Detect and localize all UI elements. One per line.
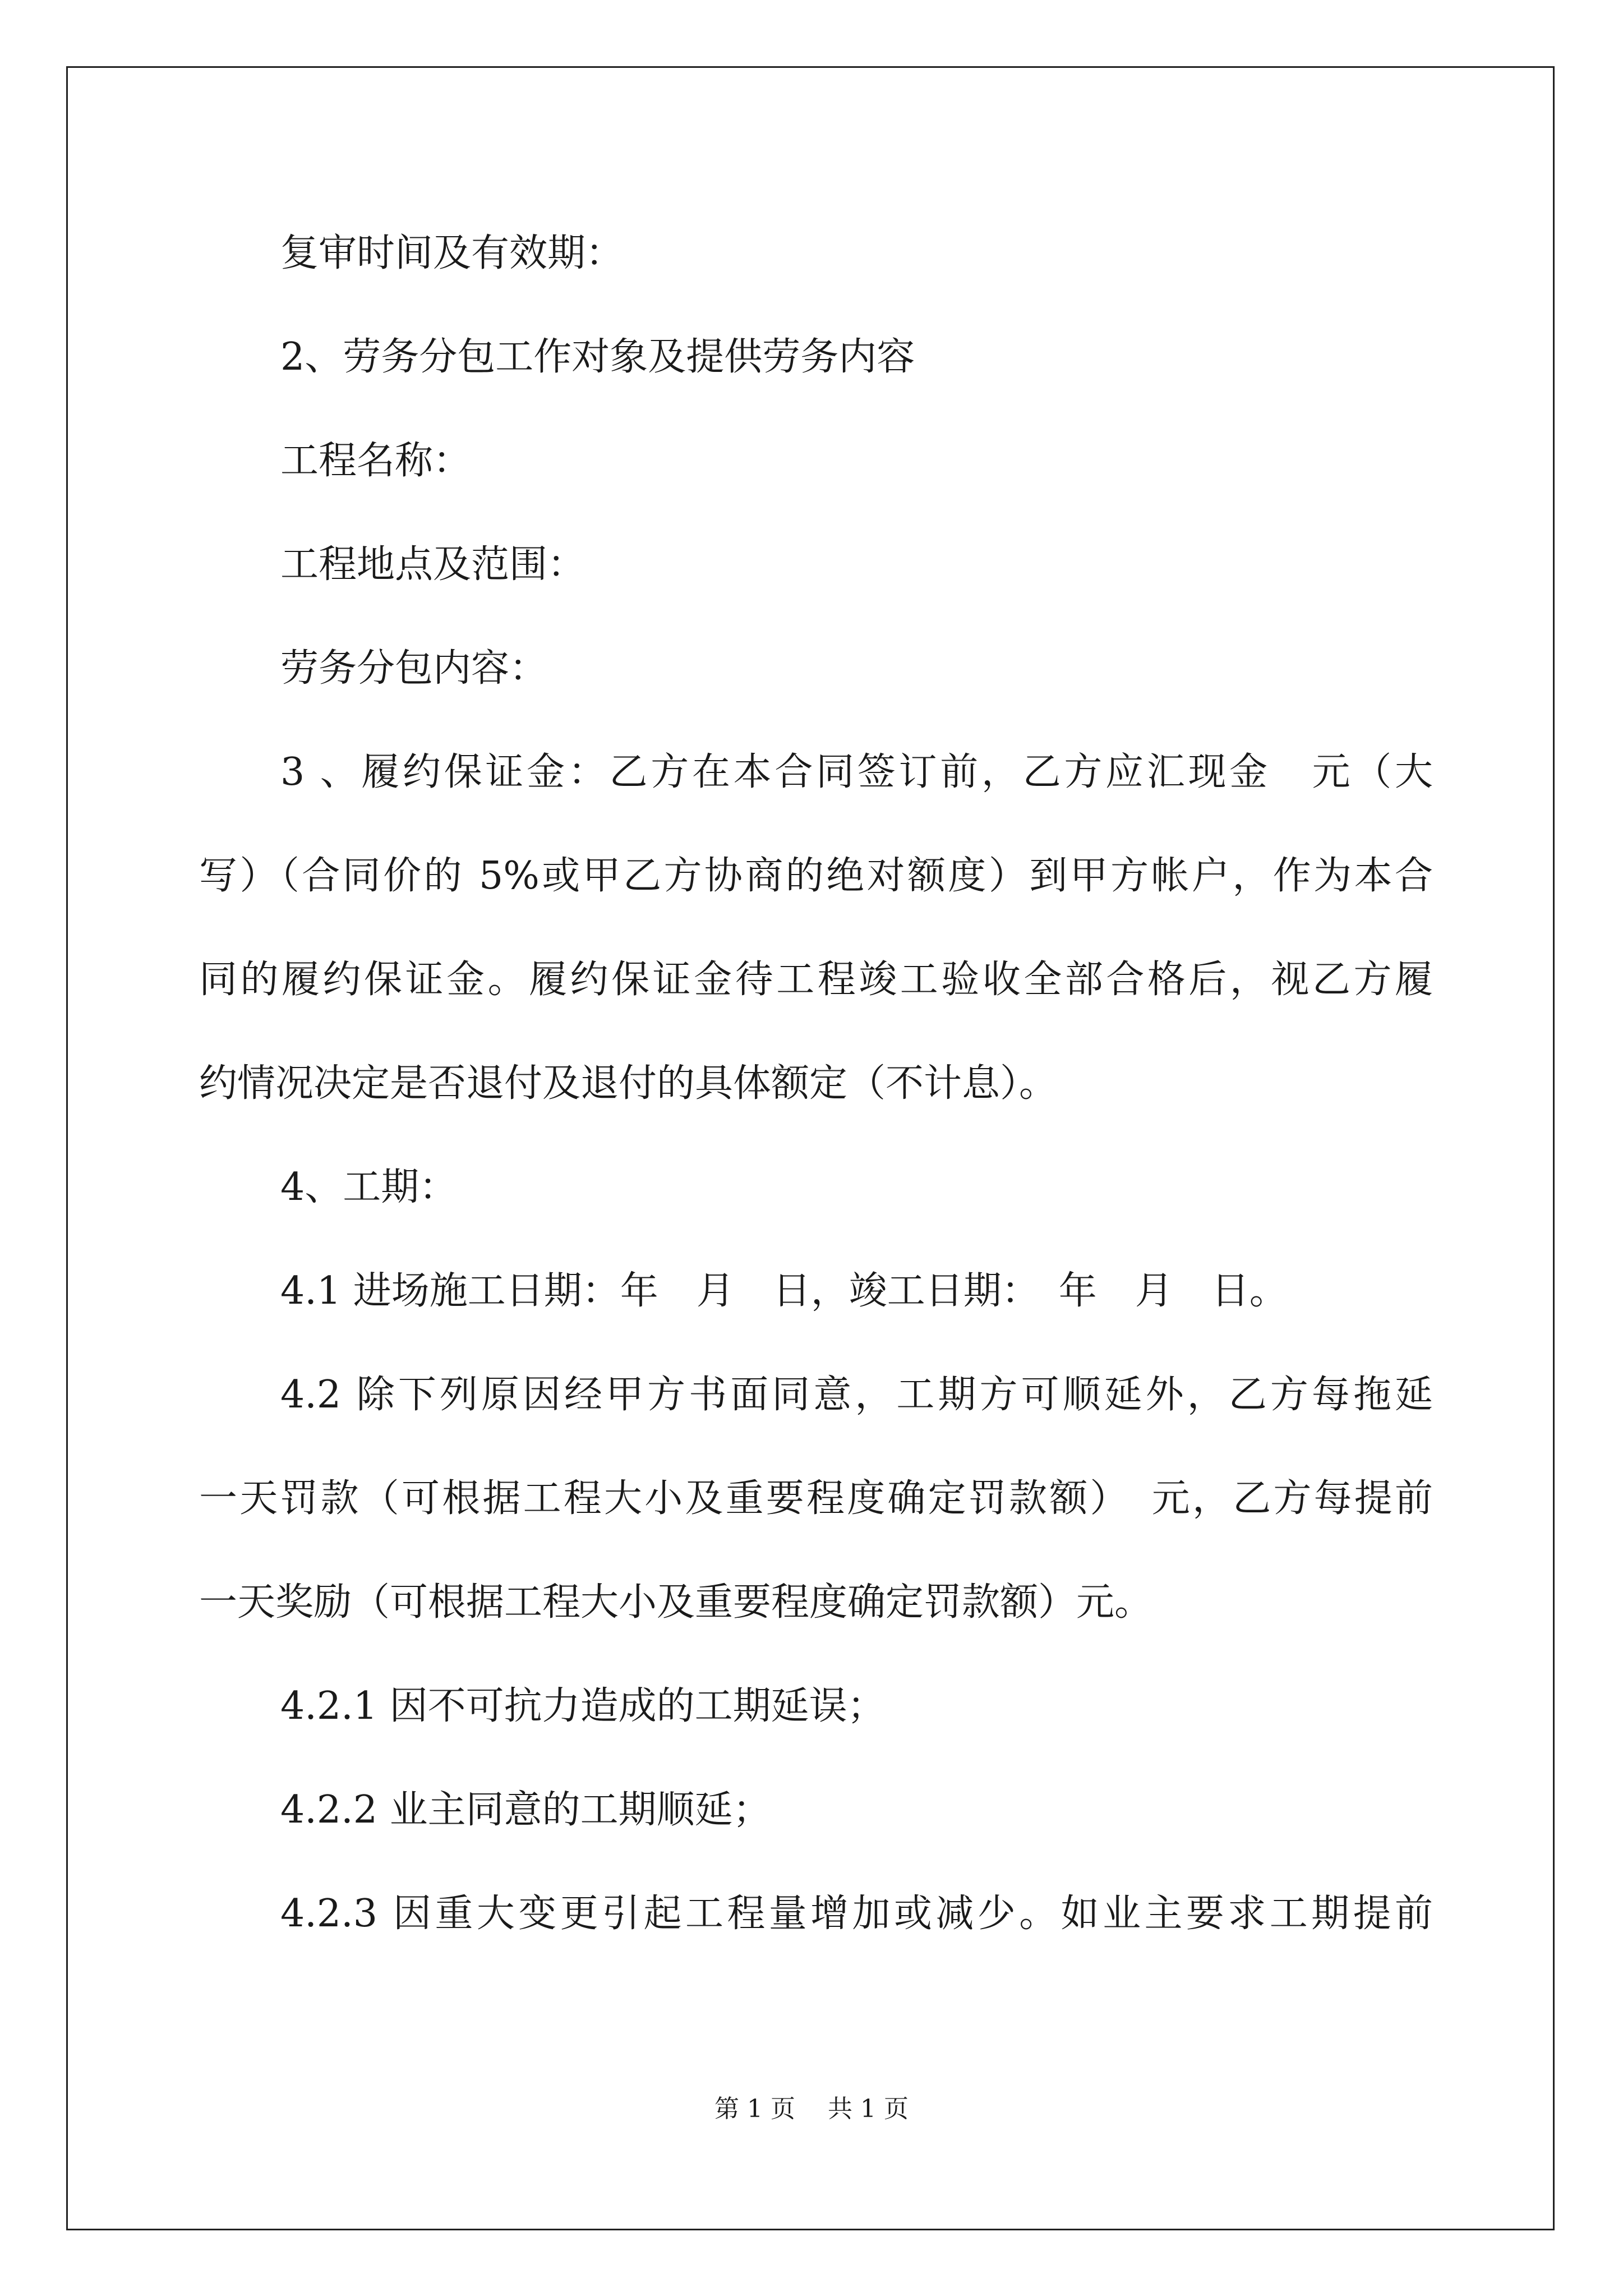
clause-4-2-2: 4.2.2 业主同意的工期顺延； (280, 1788, 771, 1832)
deposit-paragraph-line-3: 同的履约保证金。履约保证金待工程竣工验收全部合格后，视乙方履 (199, 958, 1433, 1002)
clause-4-2-3: 4.2.3 因重大变更引起工程量增加或减少。如业主要求工期提前 (280, 1892, 1433, 1936)
clause-4-2-1: 4.2.1 因不可抗力造成的工期延误； (280, 1684, 886, 1728)
deposit-paragraph-line-2: 写）（合同价的 5%或甲乙方协商的绝对额度）到甲方帐户，作为本合 (199, 854, 1433, 898)
project-location-line: 工程地点及范围： (280, 542, 586, 587)
section-2-heading: 2、劳务分包工作对象及提供劳务内容 (280, 335, 915, 379)
clause-4-1: 4.1 进场施工日期：年 月 日，竣工日期： 年 月 日。 (280, 1269, 1288, 1313)
section-4-heading: 4、工期： (280, 1165, 458, 1209)
review-period-line: 复审时间及有效期： (280, 231, 624, 275)
deposit-paragraph-line-1: 3 、履约保证金：乙方在本合同签订前，乙方应汇现金 元（大 (280, 750, 1433, 794)
clause-4-2-line-2: 一天罚款（可根据工程大小及重要程度确定罚款额） 元，乙方每提前 (199, 1476, 1433, 1521)
page-number-footer: 第 1 页 共 1 页 (714, 2095, 909, 2123)
labor-content-line: 劳务分包内容： (280, 646, 548, 691)
clause-4-2-line-3: 一天奖励（可根据工程大小及重要程度确定罚款额）元。 (199, 1580, 1153, 1625)
deposit-paragraph-line-4: 约情况决定是否退付及退付的具体额定（不计息）。 (199, 1061, 1058, 1106)
clause-4-2-line-1: 4.2 除下列原因经甲方书面同意，工期方可顺延外，乙方每拖延 (280, 1373, 1433, 1417)
project-name-line: 工程名称： (280, 439, 472, 483)
